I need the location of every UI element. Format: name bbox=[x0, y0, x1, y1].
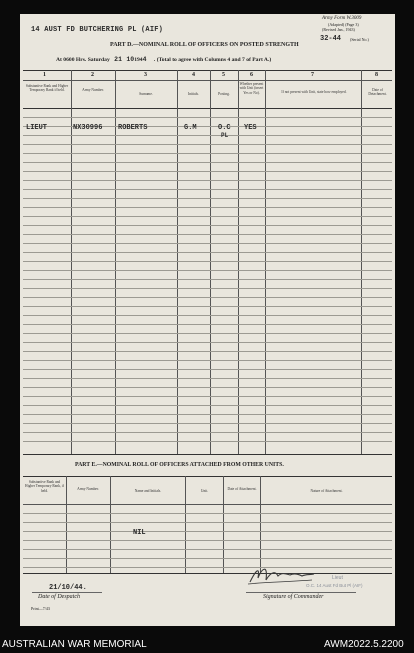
table-row bbox=[23, 288, 392, 289]
table-row bbox=[23, 315, 392, 316]
table-row bbox=[23, 198, 392, 199]
at-year-digit: 4 bbox=[142, 56, 147, 63]
table-row bbox=[23, 540, 392, 541]
table-row bbox=[23, 216, 392, 217]
part-e-header-name: Name and Initials. bbox=[134, 489, 162, 493]
table-row bbox=[23, 441, 392, 442]
signature-note-1: Lieut bbox=[332, 575, 343, 581]
col-header-surname: Surname. bbox=[139, 92, 153, 96]
signature-label: Signature of Commander bbox=[263, 594, 324, 600]
table-top-rule bbox=[23, 70, 392, 71]
table-row bbox=[23, 252, 392, 253]
table-row bbox=[23, 225, 392, 226]
table-row bbox=[23, 423, 392, 424]
table-row bbox=[23, 414, 392, 415]
table-row bbox=[23, 360, 392, 361]
form-adapted: (Adapted) (Page 3) bbox=[328, 22, 359, 27]
table-row bbox=[23, 153, 392, 154]
at-line-suffix: . (Total to agree with Columns 4 and 7 of Part A.) bbox=[153, 57, 272, 63]
part-d-bottom-rule bbox=[23, 454, 392, 455]
table-row bbox=[23, 567, 392, 568]
table-row bbox=[23, 549, 392, 550]
header-bottom-rule bbox=[23, 108, 392, 109]
footer-institution: AUSTRALIAN WAR MEMORIAL bbox=[2, 639, 147, 650]
signature-note-2: O.C. 14 Aust Fd But Pl (AIF) bbox=[306, 583, 363, 588]
col-num-5: 5 bbox=[222, 72, 225, 78]
table-row bbox=[23, 378, 392, 379]
table-row bbox=[23, 522, 392, 523]
table-row bbox=[23, 144, 392, 145]
signature-rule bbox=[246, 592, 356, 593]
table-row bbox=[23, 261, 392, 262]
col-header-rank: Substantive Rank and Higher Temporary Rank if held. bbox=[25, 84, 69, 93]
table-row bbox=[23, 234, 392, 235]
col-header-posting: Posting. bbox=[218, 92, 230, 96]
table-row bbox=[23, 297, 392, 298]
archive-footer bbox=[0, 638, 414, 653]
print-code: Print—7/43 bbox=[31, 606, 50, 611]
part-e-header-unit: Unit. bbox=[200, 489, 209, 493]
part-e-top-rule bbox=[23, 476, 392, 477]
col-num-6: 6 bbox=[250, 72, 253, 78]
table-row bbox=[23, 531, 392, 532]
number-row-rule bbox=[23, 80, 392, 81]
form-revised: (Revised Jan., 1943) bbox=[322, 27, 355, 32]
entry-initials: G.M bbox=[184, 124, 197, 132]
serial-number: 32-44 bbox=[320, 35, 342, 43]
col-header-employed: If not present with Unit, state how employed. bbox=[281, 90, 347, 94]
col-num-7: 7 bbox=[311, 72, 314, 78]
col-header-army-number: Army Number. bbox=[82, 88, 104, 92]
table-row bbox=[23, 135, 392, 136]
part-e-header-date: Date of Attachment. bbox=[227, 487, 257, 491]
part-e-header-nature: Nature of Attachment. bbox=[310, 489, 343, 493]
table-row bbox=[23, 243, 392, 244]
table-row bbox=[23, 333, 392, 334]
part-e-header-rank: Substantive Rank and Higher Temporary Rank, if held. bbox=[24, 480, 64, 493]
unit-name: 14 AUST FD BUTCHERING PL (AIF) bbox=[31, 26, 164, 34]
table-row bbox=[23, 306, 392, 307]
table-row bbox=[23, 387, 392, 388]
at-date-month: 10 bbox=[126, 56, 135, 63]
entry-surname: ROBERTS bbox=[118, 124, 148, 132]
col-num-2: 2 bbox=[91, 72, 94, 78]
entry-army-number: NX30996 bbox=[73, 124, 103, 132]
col-num-8: 8 bbox=[375, 72, 378, 78]
table-row bbox=[23, 405, 392, 406]
part-d-title: PART D.—NOMINAL ROLL OF OFFICERS ON POSTED STRENGTH bbox=[110, 42, 299, 48]
col-num-1: 1 bbox=[43, 72, 46, 78]
part-e-title: PART E.—NOMINAL ROLL OF OFFICERS ATTACHED FROM OTHER UNITS. bbox=[75, 462, 284, 468]
part-e-nil: NIL bbox=[133, 529, 146, 537]
table-row bbox=[23, 180, 392, 181]
entry-posting-note: PL bbox=[221, 132, 229, 139]
table-row bbox=[23, 117, 392, 118]
despatch-date: 21/10/44. bbox=[49, 584, 87, 592]
table-row bbox=[23, 369, 392, 370]
col-header-detachment: Date of Detachment. bbox=[368, 88, 387, 97]
despatch-label: Date of Despatch bbox=[38, 594, 80, 600]
form-title: Army Form W.3009 bbox=[322, 16, 362, 21]
part-e-header-army-number: Army Number. bbox=[77, 487, 99, 491]
col-header-initials: Initials. bbox=[188, 92, 199, 96]
at-line bbox=[56, 56, 271, 63]
entry-present: YES bbox=[244, 124, 257, 132]
serial-label: (Serial No.) bbox=[350, 37, 369, 42]
entry-posting: O.C bbox=[218, 124, 231, 132]
entry-rank: LIEUT bbox=[26, 124, 48, 132]
at-line-prefix: At 0600 Hrs. Saturday bbox=[56, 57, 110, 63]
form-sheet bbox=[20, 14, 395, 626]
table-row bbox=[23, 342, 392, 343]
table-row bbox=[23, 432, 392, 433]
at-year-prefix: 194 bbox=[134, 57, 143, 63]
part-e-header-rule bbox=[23, 504, 392, 505]
table-row bbox=[23, 270, 392, 271]
table-row bbox=[23, 189, 392, 190]
at-date-day: 21 bbox=[114, 56, 122, 63]
part-e-bottom-rule bbox=[23, 573, 392, 574]
col-header-present: Whether present with Unit (insert Yes or No). bbox=[239, 82, 264, 95]
table-row bbox=[23, 351, 392, 352]
table-row bbox=[23, 162, 392, 163]
table-row bbox=[23, 558, 392, 559]
table-row bbox=[23, 513, 392, 514]
table-row bbox=[23, 171, 392, 172]
table-row bbox=[23, 207, 392, 208]
despatch-rule bbox=[32, 592, 102, 593]
table-row bbox=[23, 396, 392, 397]
table-row bbox=[23, 324, 392, 325]
col-num-3: 3 bbox=[144, 72, 147, 78]
col-num-4: 4 bbox=[192, 72, 195, 78]
footer-catalogue-id: AWM2022.5.2200 bbox=[324, 639, 404, 650]
table-row bbox=[23, 279, 392, 280]
